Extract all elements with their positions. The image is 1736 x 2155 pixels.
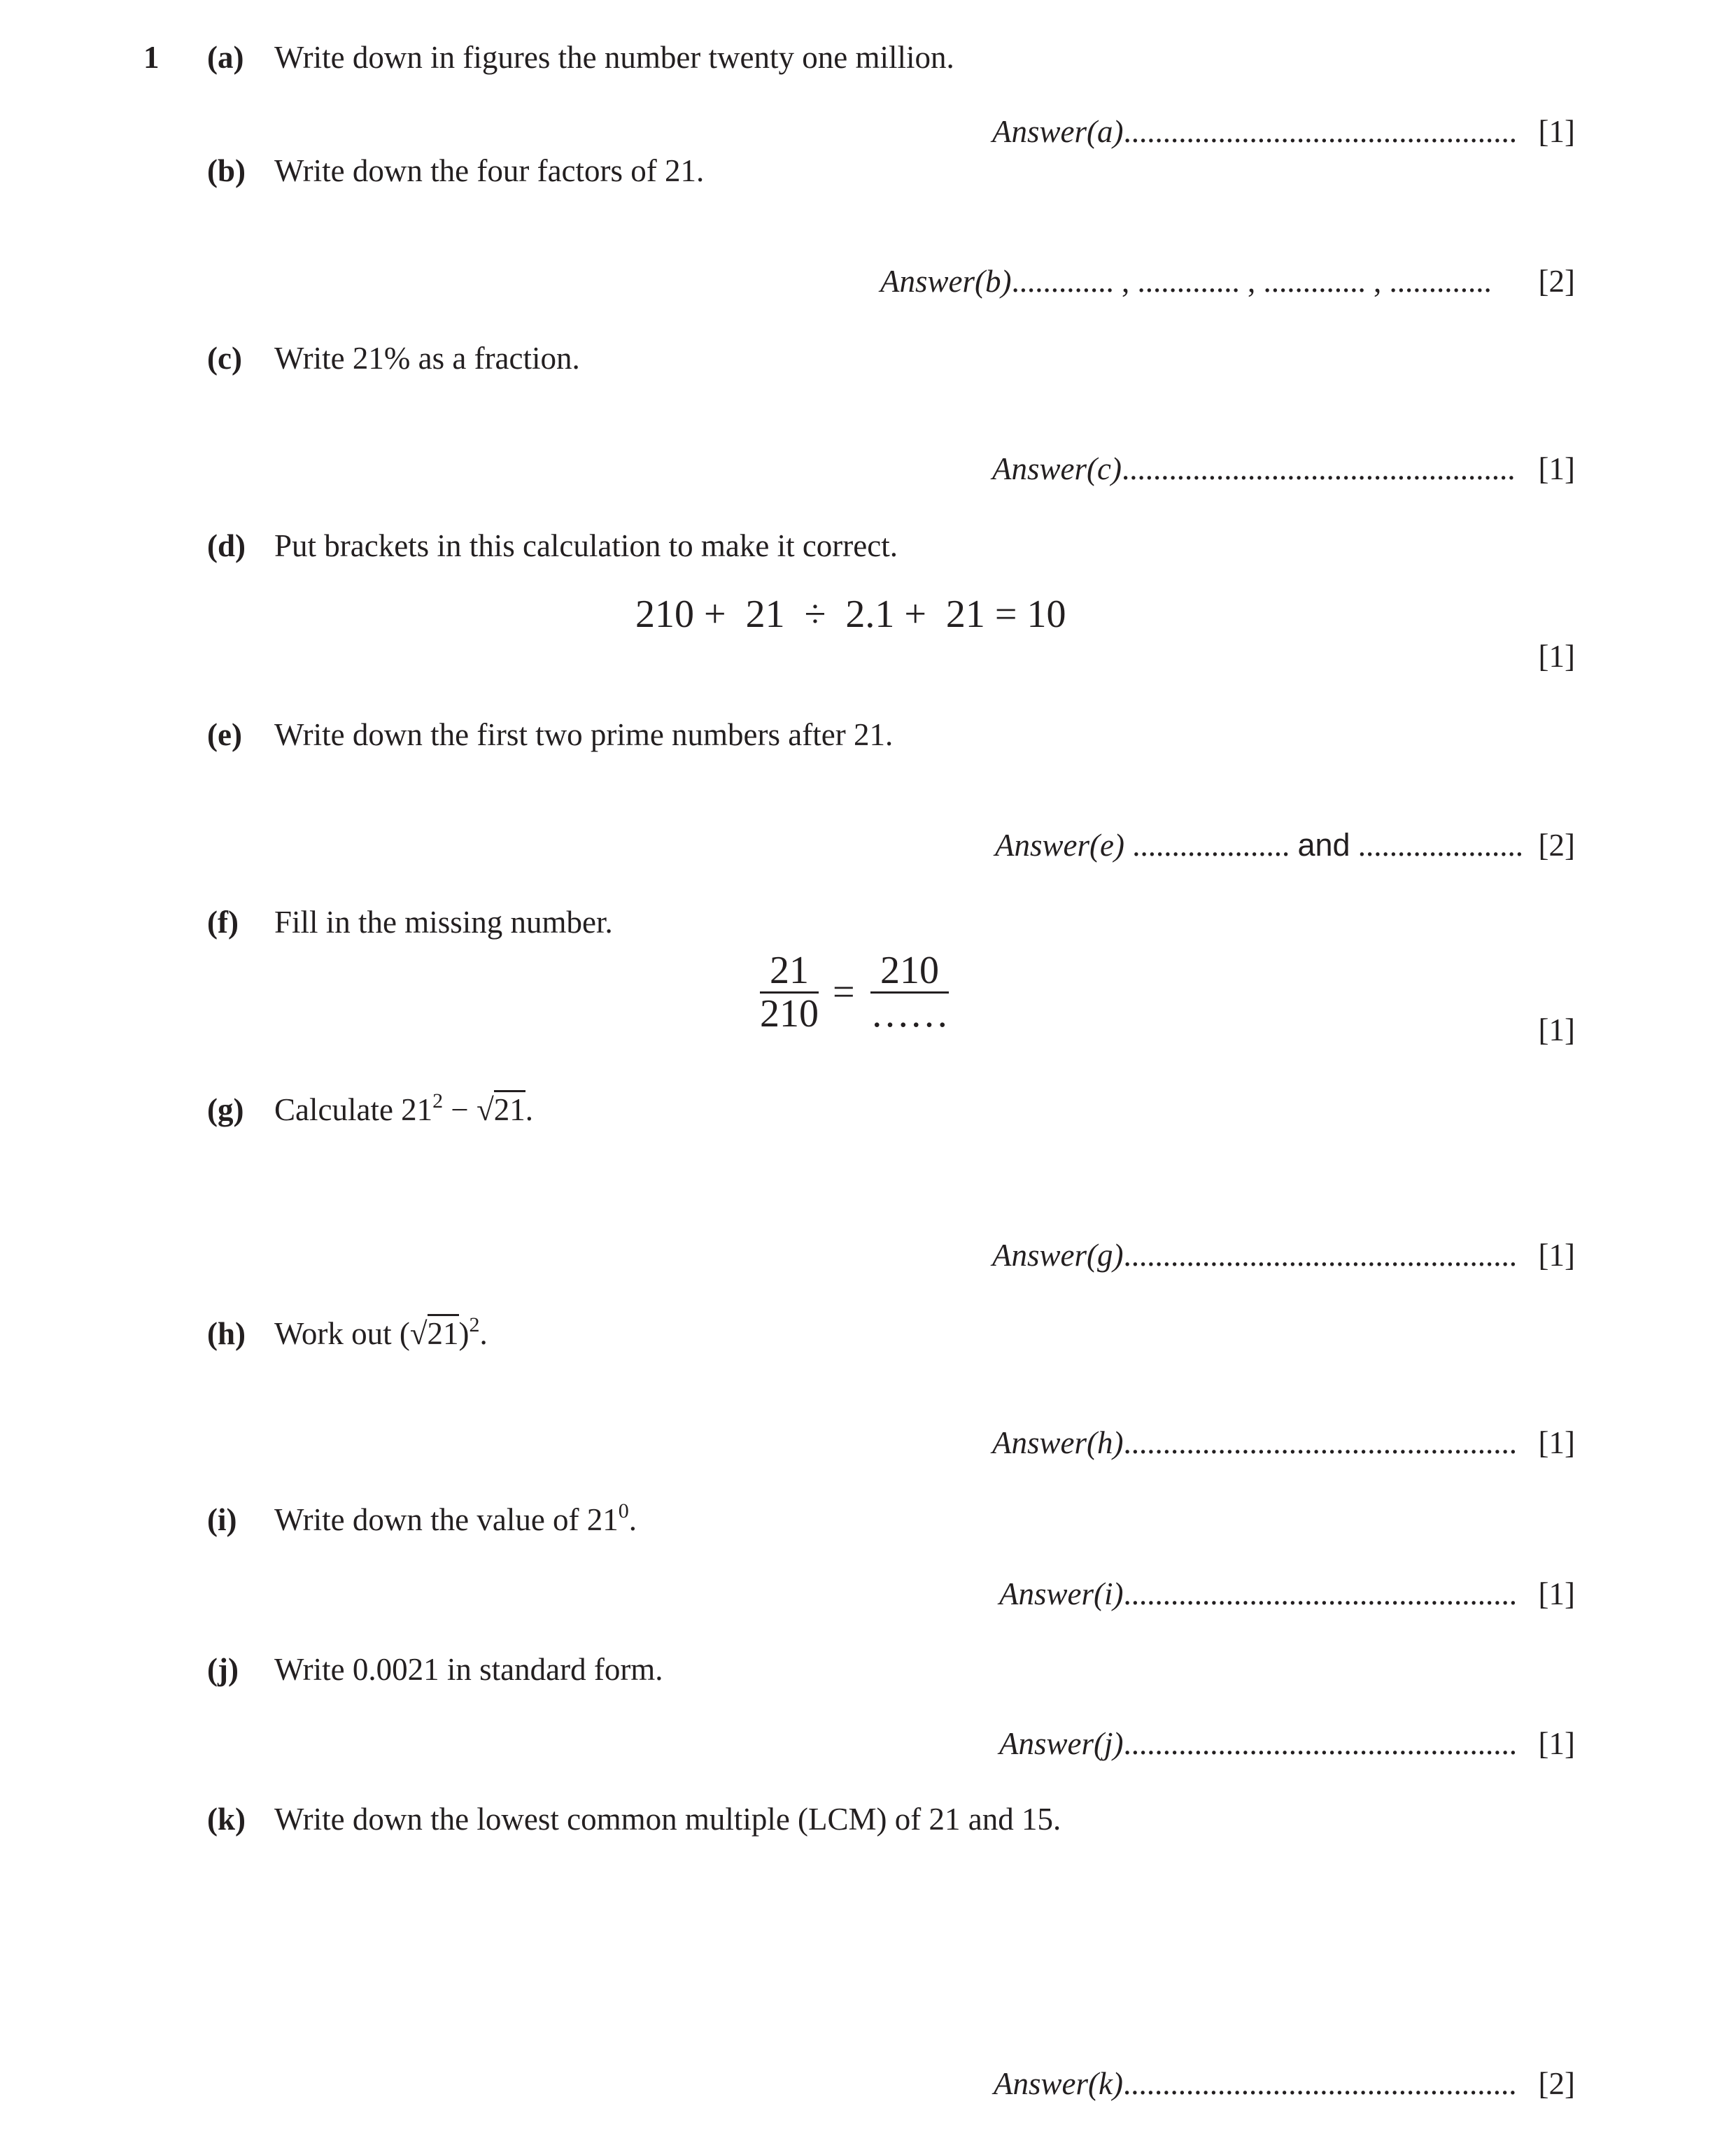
superscript: 0 [618, 1499, 629, 1522]
part-d-text: Put brackets in this calculation to make it correct. [274, 528, 898, 563]
part-c-text: Write 21% as a fraction. [274, 341, 580, 376]
part-h-text [274, 1315, 488, 1352]
part-a-mark: [1] [1538, 114, 1575, 149]
part-g-mark: [1] [1538, 1238, 1575, 1273]
text-prefix: Work out ( [274, 1316, 410, 1351]
answer-label: Answer(i) [999, 1576, 1124, 1611]
part-a-label: (a) [207, 40, 244, 75]
part-a-answer-line[interactable] [992, 113, 1517, 150]
part-j-text: Write 0.0021 in standard form. [274, 1652, 663, 1687]
text-suffix: . [525, 1092, 534, 1127]
part-j-answer-line[interactable] [999, 1725, 1517, 1762]
fraction-left-denominator: 210 [760, 991, 819, 1036]
close-paren: ) [458, 1316, 470, 1351]
part-d-mark: [1] [1538, 639, 1575, 674]
answer-label: Answer(c) [992, 451, 1122, 486]
part-i-answer-line[interactable] [999, 1576, 1517, 1612]
square-root [477, 1091, 525, 1128]
part-k-text: Write down the lowest common multiple (LCM) of 21 and 15. [274, 1802, 1061, 1837]
answer-dots: ............. , ............. , ............. , ............. [1011, 264, 1492, 299]
part-b-mark: [2] [1538, 264, 1575, 299]
part-j-label: (j) [207, 1652, 239, 1687]
text-suffix: . [628, 1502, 637, 1537]
text-suffix: . [479, 1316, 488, 1351]
question-number: 1 [143, 40, 160, 75]
part-j-mark: [1] [1538, 1726, 1575, 1761]
part-e-answer-line[interactable] [995, 827, 1523, 863]
answer-label: Answer(a) [992, 114, 1124, 149]
part-b-answer-line[interactable] [880, 263, 1492, 299]
answer-dots-2: ..................... [1357, 828, 1524, 863]
answer-dots: .................................................. [1123, 114, 1517, 149]
part-i-text [274, 1499, 637, 1538]
part-g-text [274, 1091, 533, 1128]
part-c-label: (c) [207, 341, 242, 376]
part-f-mark: [1] [1538, 1012, 1575, 1047]
text-prefix: Calculate 21 [274, 1092, 433, 1127]
superscript: 2 [432, 1089, 444, 1112]
part-f-text: Fill in the missing number. [274, 905, 613, 940]
part-e-label: (e) [207, 717, 242, 752]
part-g-label: (g) [207, 1092, 244, 1127]
part-e-mark: [2] [1538, 828, 1575, 863]
part-d-equation: 210 + 21 ÷ 2.1 + 21 = 10 [635, 593, 1066, 636]
root-argument: 21 [428, 1314, 459, 1351]
fraction-equals: = [833, 970, 855, 1014]
root-argument: 21 [494, 1090, 525, 1127]
part-b-label: (b) [207, 153, 246, 188]
part-i-label: (i) [207, 1502, 237, 1537]
fraction-left-numerator: 21 [760, 950, 819, 994]
part-e-text: Write down the first two prime numbers after 21. [274, 717, 894, 752]
answer-label: Answer(h) [992, 1425, 1124, 1460]
fraction-right-numerator: 210 [870, 950, 949, 994]
part-i-mark: [1] [1538, 1576, 1575, 1611]
fraction-right-denominator[interactable]: …… [870, 991, 949, 1036]
answer-label: Answer(b) [880, 264, 1012, 299]
part-h-answer-line[interactable] [992, 1425, 1517, 1461]
part-k-answer-line[interactable] [994, 2065, 1516, 2102]
answer-dots-1: .................... [1132, 828, 1290, 863]
part-c-mark: [1] [1538, 451, 1575, 486]
part-h-mark: [1] [1538, 1425, 1575, 1460]
answer-dots: .................................................. [1123, 1425, 1517, 1460]
answer-dots: .................................................. [1121, 451, 1516, 486]
text-prefix: Write down the value of 21 [274, 1502, 619, 1537]
part-k-mark: [2] [1538, 2066, 1575, 2101]
part-h-label: (h) [207, 1316, 246, 1351]
answer-label: Answer(k) [994, 2066, 1123, 2101]
root-sign: √ [477, 1092, 494, 1127]
superscript: 2 [469, 1313, 480, 1336]
part-g-answer-line[interactable] [992, 1237, 1517, 1273]
part-c-answer-line[interactable] [992, 451, 1515, 487]
answer-label: Answer(g) [992, 1238, 1124, 1273]
part-k-label: (k) [207, 1802, 246, 1837]
part-d-label: (d) [207, 528, 246, 563]
root-sign: √ [409, 1316, 428, 1351]
answer-dots: .................................................. [1123, 1576, 1517, 1611]
part-f-label: (f) [207, 905, 239, 940]
answer-dots: .................................................. [1123, 1726, 1517, 1761]
part-b-text: Write down the four factors of 21. [274, 153, 705, 188]
and-word: and [1297, 827, 1350, 863]
part-a-text: Write down in figures the number twenty one million. [274, 40, 954, 75]
minus-sign: − [443, 1092, 477, 1127]
answer-dots: .................................................. [1122, 2066, 1517, 2101]
answer-label: Answer(j) [999, 1726, 1124, 1761]
fraction-left [760, 950, 819, 1035]
answer-label: Answer(e) [995, 828, 1124, 863]
square-root [410, 1315, 459, 1352]
answer-dots: .................................................. [1123, 1238, 1517, 1273]
fraction-right [870, 950, 949, 1035]
